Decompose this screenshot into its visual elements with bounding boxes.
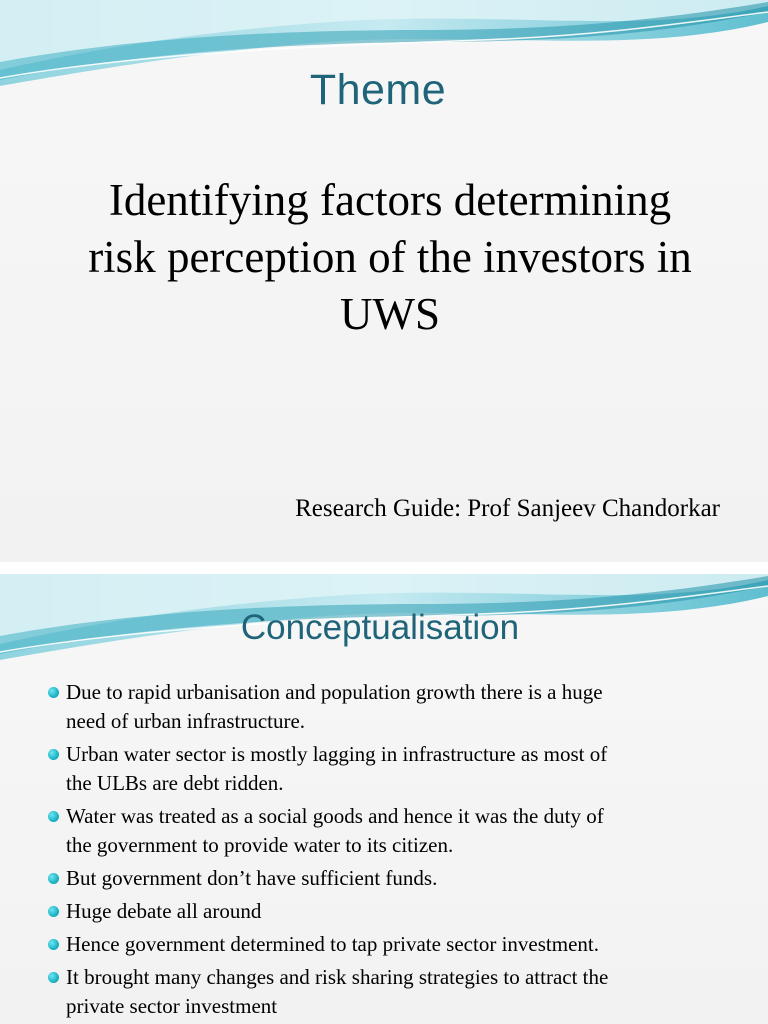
slide-title: Conceptualisation: [240, 608, 520, 647]
bullet-line: But government don’t have sufficient funds.: [66, 866, 438, 890]
bullet-item: [50, 740, 740, 798]
bullet-line: need of urban infrastructure.: [66, 709, 306, 733]
subtitle-line: Identifying factors determining: [108, 175, 672, 225]
bullet-line: the ULBs are debt ridden.: [66, 771, 284, 795]
bullet-item: [50, 930, 740, 959]
bullet-item: [50, 897, 740, 926]
bullet-list: [50, 678, 740, 1024]
bullet-line: It brought many changes and risk sharing strategies to attract the: [66, 965, 609, 989]
bullet-icon: [48, 811, 59, 822]
bullet-icon: [48, 749, 59, 760]
content-slide: [0, 574, 768, 1024]
bullet-line: the government to provide water to its citizen.: [66, 833, 454, 857]
bullet-item: [50, 963, 740, 1021]
slide-subtitle: [40, 172, 740, 343]
bullet-icon: [48, 939, 59, 950]
subtitle-line: UWS: [340, 289, 440, 339]
slide-title: Theme: [309, 66, 447, 114]
bullet-line: Huge debate all around: [66, 899, 262, 923]
bullet-item: [50, 678, 740, 736]
bullet-line: private sector investment: [66, 994, 278, 1018]
bullet-icon: [48, 873, 59, 884]
bullet-icon: [48, 972, 59, 983]
subtitle-line: risk perception of the investors in: [88, 232, 692, 282]
bullet-line: Water was treated as a social goods and hence it was the duty of: [66, 804, 604, 828]
research-guide-credit: Research Guide: Prof Sanjeev Chandorkar: [295, 495, 720, 522]
bullet-icon: [48, 687, 59, 698]
bullet-line: Hence government determined to tap private sector investment.: [66, 932, 599, 956]
bullet-item: [50, 802, 740, 860]
bullet-line: Urban water sector is mostly lagging in infrastructure as most of: [66, 742, 608, 766]
bullet-line: Due to rapid urbanisation and population growth there is a huge: [66, 680, 603, 704]
bullet-icon: [48, 906, 59, 917]
bullet-item: [50, 864, 740, 893]
slide-divider: [0, 562, 768, 574]
